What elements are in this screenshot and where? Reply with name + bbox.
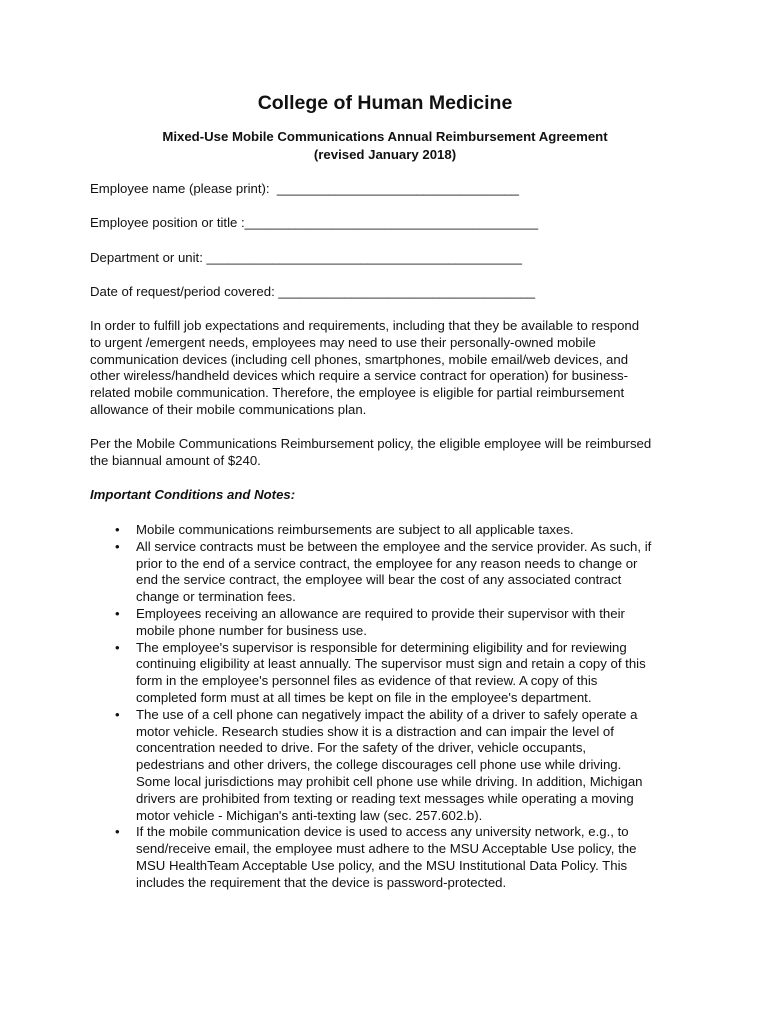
bullet-icon: • [115,639,120,655]
condition-line: motor vehicle. Research studies show it is a distraction and can impair the level of [136,723,614,739]
condition-item-service-contracts [90,539,710,606]
intro-paragraph-line: other wireless/handheld devices which require a service contract for operation) for business- [90,368,629,384]
condition-line: includes the requirement that the device is password-protected. [136,874,507,890]
condition-line: completed form must at all times be kept on file in the employee's department. [136,689,592,705]
condition-line: continuing eligibility at least annually. The supervisor must sign and retain a copy of this [136,656,646,672]
bullet-icon: • [115,605,120,621]
condition-line: Mobile communications reimbursements are subject to all applicable taxes. [136,522,574,537]
condition-line: mobile phone number for business use. [136,622,367,638]
employee-name-blank[interactable]: _________________________________ [269,181,519,196]
condition-line: Employees receiving an allowance are required to provide their supervisor with their [136,605,625,621]
intro-paragraph [90,318,690,419]
condition-line: end the service contract, the employee will bear the cost of any associated contract [136,572,622,588]
bullet-icon: • [115,522,120,537]
condition-line: Some local jurisdictions may prohibit cell phone use while driving. In addition, Michigan [136,773,643,789]
condition-line: motor vehicle - Michigan's anti-texting law (sec. 257.602.b). [136,807,483,823]
employee-position-field[interactable] [90,215,538,230]
condition-line: All service contracts must be between the employee and the service provider. As such, if [136,538,652,554]
condition-item-supervisor [90,640,710,707]
date-period-blank[interactable]: ___________________________________ [274,284,536,299]
document-subtitle [0,128,770,163]
employee-position-label: Employee position or title : [90,215,245,230]
condition-line: If the mobile communication device is used to access any university network, e.g., to [136,824,629,840]
date-period-label: Date of request/period covered: [90,284,275,299]
condition-line: prior to the end of a service contract, the employee for any reason needs to change or [136,555,638,571]
employee-position-blank[interactable]: ________________________________________ [244,215,539,230]
condition-line: MSU HealthTeam Acceptable Use policy, and the MSU Institutional Data Policy. This [136,857,628,873]
conditions-heading: Important Conditions and Notes: [90,487,296,502]
intro-paragraph-line: communication devices (including cell phones, smartphones, mobile email/web devices, and [90,351,629,367]
reimbursement-paragraph-line: the biannual amount of $240. [90,452,261,468]
date-period-field[interactable] [90,284,535,299]
condition-line: The use of a cell phone can negatively impact the ability of a driver to safely operate a [136,706,638,722]
condition-item-taxes [90,522,710,539]
condition-line: The employee's supervisor is responsible for determining eligibility and for reviewing [136,639,627,655]
reimbursement-paragraph [90,436,690,470]
condition-line: form in the employee's personnel files as evidence of that review. A copy of this [136,673,598,689]
department-label: Department or unit: [90,250,203,265]
intro-paragraph-line: related mobile communication. Therefore, the employee is eligible for partial reimbursement [90,385,625,401]
subtitle-line-2: (revised January 2018) [313,146,457,162]
condition-line: concentration needed to drive. For the safety of the driver, vehicle occupants, [136,740,587,756]
employee-name-label: Employee name (please print): [90,181,270,196]
condition-line: drivers are prohibited from texting or reading text messages while operating a moving [136,790,634,806]
condition-line: pedestrians and other drivers, the college discourages cell phone use while driving. [136,757,622,773]
condition-item-driving [90,707,710,825]
intro-paragraph-line: allowance of their mobile communications plan. [90,401,367,417]
department-blank[interactable]: ___________________________________________ [202,250,522,265]
intro-paragraph-line: In order to fulfill job expectations and requirements, including that they be available to respond [90,318,640,333]
condition-line: send/receive email, the employee must adhere to the MSU Acceptable Use policy, the [136,841,637,857]
subtitle-line-1: Mixed-Use Mobile Communications Annual Reimbursement Agreement [162,129,608,144]
condition-item-phone-number [90,606,710,640]
condition-item-network-access [90,824,710,891]
bullet-icon: • [115,706,120,722]
employee-name-field[interactable] [90,181,519,196]
department-field[interactable] [90,250,522,265]
bullet-icon: • [115,538,120,554]
bullet-icon: • [115,824,120,840]
condition-line: change or termination fees. [136,589,296,605]
conditions-list [90,522,710,892]
reimbursement-paragraph-line: Per the Mobile Communications Reimbursement policy, the eligible employee will be reimbursed [90,436,652,451]
document-title: College of Human Medicine [257,92,513,114]
intro-paragraph-line: to urgent /emergent needs, employees may need to use their personally-owned mobile [90,334,596,350]
